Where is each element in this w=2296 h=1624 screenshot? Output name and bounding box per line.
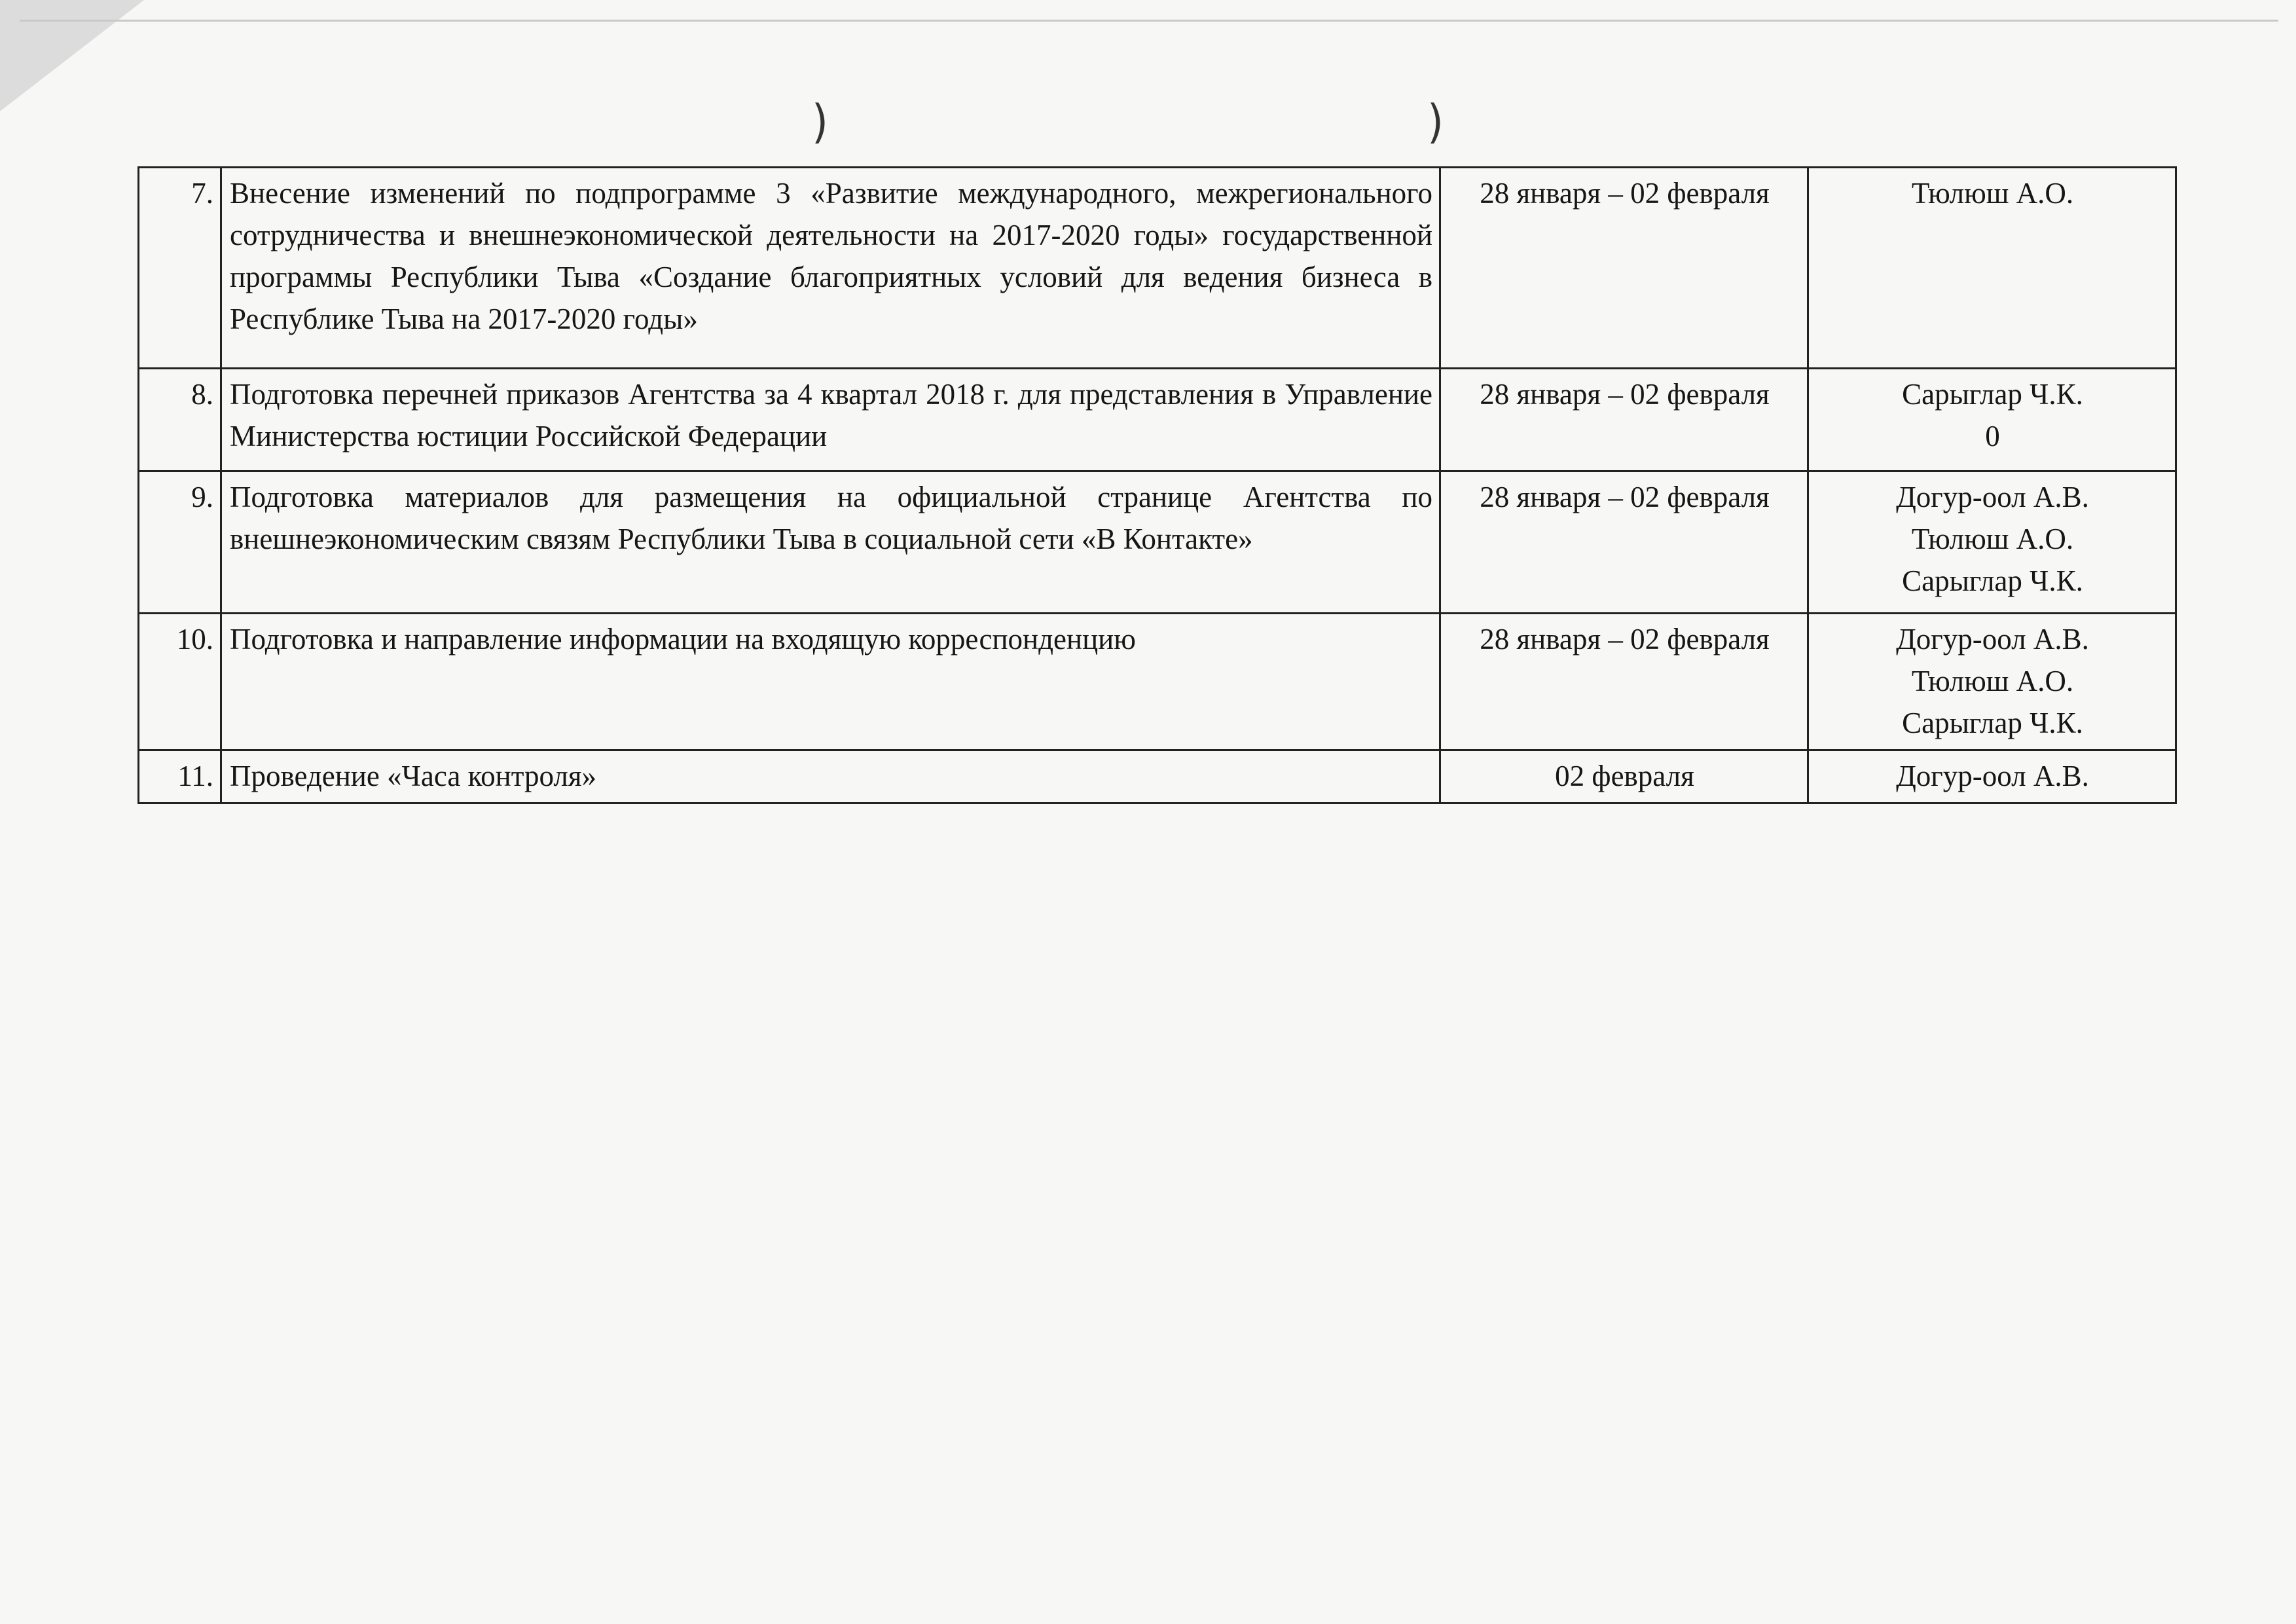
responsible-persons [1808,614,2176,750]
task-description: Подготовка и направление информации на входящую корреспонденцию [221,614,1440,750]
responsible-name: Сарыглар Ч.К. [1902,564,2083,597]
task-dates: 28 января – 02 февраля [1440,369,1808,471]
responsible-name: Догур-оол А.В. [1896,623,2089,655]
row-number: 9. [139,471,221,614]
task-description: Подготовка материалов для размещения на официальной странице Агентства по внешнеэкономическим связям Республики Тыва в социальной сети «В Контакте» [221,471,1440,614]
table-row [139,369,2176,471]
table-row [139,471,2176,614]
responsible-persons [1808,471,2176,614]
responsible-persons [1808,168,2176,369]
scan-corner-shadow [0,0,144,111]
responsible-name: Сарыглар Ч.К. [1902,378,2083,411]
task-dates: 28 января – 02 февраля [1440,614,1808,750]
punch-mark-right: ) [1427,96,1444,149]
responsible-name: Догур-оол А.В. [1896,760,2089,792]
punch-mark-left: ) [812,96,828,149]
responsible-name: Тюлюш А.О. [1911,177,2074,210]
task-dates: 02 февраля [1440,750,1808,803]
responsible-persons [1808,369,2176,471]
task-description: Внесение изменений по подпрограмме 3 «Развитие международного, межрегионального сотрудничества и внешнеэкономической деятельности на 2017-2020 годы» государственной программы Республики Тыва «Создание благоприятных условий для ведения бизнеса в Республике Тыва на 2017-2020 годы» [221,168,1440,369]
row-number: 7. [139,168,221,369]
responsible-name: Тюлюш А.О. [1911,665,2074,697]
responsible-persons [1808,750,2176,803]
work-plan-table [137,166,2177,804]
table-row [139,168,2176,369]
row-number: 8. [139,369,221,471]
responsible-name: Сарыглар Ч.К. [1902,707,2083,739]
responsible-name: Догур-оол А.В. [1896,481,2089,513]
table-row [139,750,2176,803]
responsible-name: 0 [1985,420,2000,452]
scan-edge-line [20,20,2278,22]
row-number: 10. [139,614,221,750]
row-number: 11. [139,750,221,803]
task-dates: 28 января – 02 февраля [1440,168,1808,369]
task-description: Проведение «Часа контроля» [221,750,1440,803]
task-description: Подготовка перечней приказов Агентства за 4 квартал 2018 г. для представления в Управление Министерства юстиции Российской Федерации [221,369,1440,471]
responsible-name: Тюлюш А.О. [1911,523,2074,555]
table-row [139,614,2176,750]
task-dates: 28 января – 02 февраля [1440,471,1808,614]
